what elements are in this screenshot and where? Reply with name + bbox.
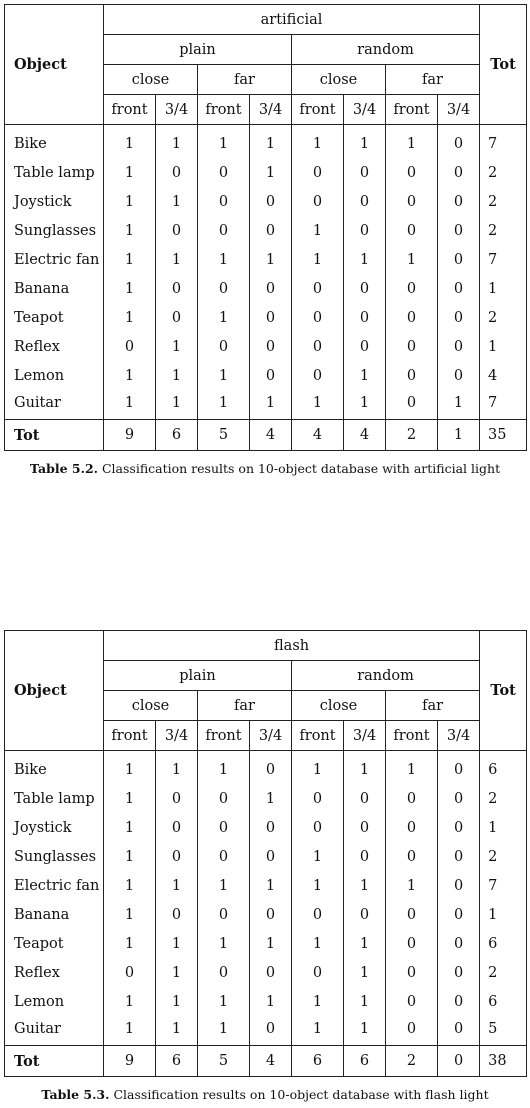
distance-header: close: [104, 65, 198, 95]
result-cell: 0: [386, 987, 438, 1016]
result-cell: 0: [104, 958, 156, 987]
result-cell: 0: [438, 784, 480, 813]
result-cell: 1: [250, 871, 292, 900]
result-cell: 0: [438, 245, 480, 274]
object-column-header: Object: [5, 5, 104, 125]
object-name: Sunglasses: [5, 842, 104, 871]
result-cell: 0: [250, 303, 292, 332]
result-cell: 1: [156, 125, 198, 159]
table-row: [5, 274, 527, 303]
result-cell: 1: [104, 274, 156, 303]
result-cell: 1: [156, 187, 198, 216]
result-cell: 0: [438, 332, 480, 361]
result-cell: 0: [156, 900, 198, 929]
distance-header: far: [198, 691, 292, 721]
result-cell: 0: [292, 958, 344, 987]
result-cell: 0: [198, 332, 250, 361]
table-row: [5, 303, 527, 332]
result-cell: 0: [386, 390, 438, 420]
table-row: [5, 216, 527, 245]
results-table: [4, 4, 527, 451]
table-row: [5, 751, 527, 785]
distance-header: far: [386, 65, 480, 95]
view-header: 3/4: [156, 95, 198, 125]
result-cell: 0: [344, 216, 386, 245]
table-row: [5, 813, 527, 842]
view-header: 3/4: [156, 721, 198, 751]
result-cell: 0: [292, 158, 344, 187]
result-cell: 1: [104, 929, 156, 958]
result-cell: 0: [344, 187, 386, 216]
result-cell: 0: [386, 361, 438, 390]
result-cell: 0: [438, 187, 480, 216]
result-cell: 0: [250, 216, 292, 245]
result-cell: 0: [386, 1016, 438, 1046]
result-cell: 0: [344, 158, 386, 187]
result-cell: 0: [438, 751, 480, 785]
result-cell: 1: [344, 1016, 386, 1046]
column-total: 6: [156, 1046, 198, 1077]
row-total: 1: [480, 274, 527, 303]
result-cell: 0: [250, 274, 292, 303]
result-cell: 1: [104, 187, 156, 216]
row-total: 2: [480, 158, 527, 187]
row-total: 2: [480, 784, 527, 813]
lighting-header: flash: [104, 631, 480, 661]
result-cell: 1: [250, 125, 292, 159]
table-row: [5, 158, 527, 187]
result-cell: 0: [156, 158, 198, 187]
result-cell: 0: [386, 958, 438, 987]
column-total: 4: [250, 420, 292, 451]
result-cell: 0: [344, 900, 386, 929]
result-cell: 0: [198, 900, 250, 929]
distance-header: far: [198, 65, 292, 95]
table-row: [5, 958, 527, 987]
result-cell: 0: [344, 813, 386, 842]
result-cell: 1: [250, 929, 292, 958]
table-body: [5, 125, 527, 420]
result-cell: 1: [250, 784, 292, 813]
background-header: plain: [104, 661, 292, 691]
result-cell: 0: [386, 842, 438, 871]
result-cell: 1: [104, 158, 156, 187]
table-5-3-container: [4, 630, 526, 1077]
result-cell: 0: [386, 187, 438, 216]
column-total: 6: [344, 1046, 386, 1077]
table-row: [5, 871, 527, 900]
result-cell: 0: [156, 274, 198, 303]
view-header: front: [198, 95, 250, 125]
result-cell: 0: [156, 216, 198, 245]
result-cell: 0: [386, 303, 438, 332]
result-cell: 1: [156, 361, 198, 390]
result-cell: 0: [386, 216, 438, 245]
total-row-label: Tot: [5, 1046, 104, 1077]
result-cell: 1: [292, 929, 344, 958]
result-cell: 1: [198, 125, 250, 159]
result-cell: 1: [104, 245, 156, 274]
result-cell: 0: [438, 929, 480, 958]
result-cell: 0: [250, 751, 292, 785]
table-body: [5, 751, 527, 1046]
total-row: [5, 420, 527, 451]
view-header: front: [198, 721, 250, 751]
background-header: random: [292, 35, 480, 65]
result-cell: 0: [438, 958, 480, 987]
table-footer: [5, 420, 527, 451]
result-cell: 0: [438, 987, 480, 1016]
result-cell: 1: [198, 390, 250, 420]
result-cell: 1: [104, 900, 156, 929]
result-cell: 1: [250, 158, 292, 187]
column-total: 4: [250, 1046, 292, 1077]
result-cell: 1: [156, 390, 198, 420]
result-cell: 1: [198, 361, 250, 390]
result-cell: 0: [198, 784, 250, 813]
result-cell: 1: [292, 871, 344, 900]
result-cell: 1: [104, 361, 156, 390]
object-name: Guitar: [5, 1016, 104, 1046]
row-total: 6: [480, 929, 527, 958]
result-cell: 1: [250, 390, 292, 420]
result-cell: 0: [198, 274, 250, 303]
result-cell: 1: [344, 125, 386, 159]
object-name: Bike: [5, 751, 104, 785]
total-row: [5, 1046, 527, 1077]
table-row: [5, 987, 527, 1016]
table-5-2-caption: [0, 461, 530, 477]
result-cell: 0: [438, 900, 480, 929]
table-row: [5, 390, 527, 420]
view-header: front: [292, 95, 344, 125]
result-cell: 1: [156, 958, 198, 987]
object-name: Banana: [5, 274, 104, 303]
object-column-header: Object: [5, 631, 104, 751]
row-total: 7: [480, 125, 527, 159]
row-total: 7: [480, 871, 527, 900]
result-cell: 1: [104, 1016, 156, 1046]
result-cell: 1: [156, 245, 198, 274]
result-cell: 1: [292, 245, 344, 274]
result-cell: 0: [250, 187, 292, 216]
result-cell: 0: [438, 361, 480, 390]
result-cell: 0: [386, 813, 438, 842]
object-name: Bike: [5, 125, 104, 159]
row-total: 6: [480, 987, 527, 1016]
table-5-2-container: [4, 4, 526, 451]
result-cell: 0: [292, 332, 344, 361]
result-cell: 0: [438, 813, 480, 842]
result-cell: 0: [438, 125, 480, 159]
result-cell: 1: [156, 1016, 198, 1046]
total-column-header: Tot: [480, 631, 527, 751]
row-total: 4: [480, 361, 527, 390]
result-cell: 0: [156, 784, 198, 813]
caption-text: Classification results on 10-object database with artificial light: [101, 461, 501, 476]
result-cell: 0: [438, 842, 480, 871]
result-cell: 1: [292, 216, 344, 245]
view-header: 3/4: [344, 95, 386, 125]
table-header: [5, 5, 527, 125]
result-cell: 0: [292, 813, 344, 842]
result-cell: 1: [198, 987, 250, 1016]
table-row: [5, 900, 527, 929]
result-cell: 1: [104, 842, 156, 871]
result-cell: 1: [386, 871, 438, 900]
table-row: [5, 842, 527, 871]
row-total: 2: [480, 187, 527, 216]
result-cell: 1: [156, 871, 198, 900]
result-cell: 1: [104, 216, 156, 245]
result-cell: 1: [292, 390, 344, 420]
result-cell: 0: [198, 842, 250, 871]
row-total: 7: [480, 245, 527, 274]
object-name: Banana: [5, 900, 104, 929]
result-cell: 0: [386, 929, 438, 958]
result-cell: 0: [156, 842, 198, 871]
view-header: front: [104, 95, 156, 125]
result-cell: 0: [386, 332, 438, 361]
result-cell: 1: [156, 987, 198, 1016]
row-total: 2: [480, 842, 527, 871]
result-cell: 0: [438, 158, 480, 187]
column-total: 9: [104, 1046, 156, 1077]
result-cell: 1: [104, 303, 156, 332]
table-row: [5, 332, 527, 361]
background-header: random: [292, 661, 480, 691]
result-cell: 1: [292, 987, 344, 1016]
object-name: Joystick: [5, 813, 104, 842]
result-cell: 1: [250, 987, 292, 1016]
column-total: 2: [386, 1046, 438, 1077]
result-cell: 1: [438, 390, 480, 420]
view-header: 3/4: [250, 95, 292, 125]
row-total: 1: [480, 813, 527, 842]
result-cell: 1: [198, 303, 250, 332]
object-name: Electric fan: [5, 245, 104, 274]
result-cell: 0: [250, 900, 292, 929]
result-cell: 1: [292, 125, 344, 159]
table-row: [5, 929, 527, 958]
result-cell: 1: [344, 245, 386, 274]
row-total: 2: [480, 303, 527, 332]
view-header: front: [292, 721, 344, 751]
result-cell: 1: [386, 751, 438, 785]
grand-total: 35: [480, 420, 527, 451]
result-cell: 0: [198, 813, 250, 842]
result-cell: 1: [104, 125, 156, 159]
object-name: Teapot: [5, 929, 104, 958]
table-5-3-caption: [0, 1087, 530, 1103]
result-cell: 0: [292, 187, 344, 216]
view-header: 3/4: [438, 721, 480, 751]
result-cell: 1: [156, 929, 198, 958]
object-name: Electric fan: [5, 871, 104, 900]
result-cell: 1: [156, 751, 198, 785]
result-cell: 0: [104, 332, 156, 361]
result-cell: 0: [386, 900, 438, 929]
result-cell: 0: [344, 784, 386, 813]
row-total: 1: [480, 332, 527, 361]
view-header: front: [104, 721, 156, 751]
result-cell: 0: [198, 216, 250, 245]
column-total: 1: [438, 420, 480, 451]
distance-header: close: [292, 65, 386, 95]
column-total: 5: [198, 1046, 250, 1077]
row-total: 7: [480, 390, 527, 420]
results-table: [4, 630, 527, 1077]
result-cell: 1: [344, 871, 386, 900]
row-total: 5: [480, 1016, 527, 1046]
result-cell: 1: [104, 751, 156, 785]
result-cell: 0: [438, 274, 480, 303]
result-cell: 0: [198, 958, 250, 987]
column-total: 5: [198, 420, 250, 451]
result-cell: 1: [344, 751, 386, 785]
result-cell: 1: [344, 361, 386, 390]
object-name: Teapot: [5, 303, 104, 332]
result-cell: 0: [344, 303, 386, 332]
view-header: front: [386, 721, 438, 751]
result-cell: 1: [292, 1016, 344, 1046]
result-cell: 0: [438, 303, 480, 332]
object-name: Guitar: [5, 390, 104, 420]
result-cell: 0: [156, 303, 198, 332]
view-header: 3/4: [250, 721, 292, 751]
caption-label: Table 5.3.: [41, 1087, 110, 1102]
column-total: 2: [386, 420, 438, 451]
result-cell: 1: [156, 332, 198, 361]
object-name: Reflex: [5, 332, 104, 361]
object-name: Reflex: [5, 958, 104, 987]
result-cell: 0: [198, 187, 250, 216]
row-total: 1: [480, 900, 527, 929]
view-header: 3/4: [344, 721, 386, 751]
result-cell: 0: [250, 958, 292, 987]
table-row: [5, 187, 527, 216]
result-cell: 0: [292, 274, 344, 303]
result-cell: 1: [104, 871, 156, 900]
row-total: 2: [480, 216, 527, 245]
total-row-label: Tot: [5, 420, 104, 451]
result-cell: 1: [250, 245, 292, 274]
row-total: 6: [480, 751, 527, 785]
result-cell: 1: [344, 929, 386, 958]
result-cell: 0: [292, 361, 344, 390]
view-header: front: [386, 95, 438, 125]
distance-header: close: [104, 691, 198, 721]
result-cell: 1: [198, 871, 250, 900]
result-cell: 1: [198, 929, 250, 958]
result-cell: 0: [438, 871, 480, 900]
distance-header: far: [386, 691, 480, 721]
result-cell: 0: [250, 361, 292, 390]
result-cell: 0: [386, 274, 438, 303]
caption-text: Classification results on 10-object database with flash light: [113, 1087, 489, 1102]
object-name: Lemon: [5, 987, 104, 1016]
result-cell: 1: [104, 784, 156, 813]
result-cell: 1: [344, 390, 386, 420]
result-cell: 0: [344, 842, 386, 871]
result-cell: 0: [250, 842, 292, 871]
row-total: 2: [480, 958, 527, 987]
table-footer: [5, 1046, 527, 1077]
result-cell: 1: [292, 751, 344, 785]
result-cell: 0: [250, 332, 292, 361]
background-header: plain: [104, 35, 292, 65]
table-row: [5, 1016, 527, 1046]
column-total: 6: [292, 1046, 344, 1077]
object-name: Sunglasses: [5, 216, 104, 245]
object-name: Lemon: [5, 361, 104, 390]
lighting-header: artificial: [104, 5, 480, 35]
result-cell: 1: [344, 987, 386, 1016]
result-cell: 1: [198, 1016, 250, 1046]
result-cell: 1: [104, 987, 156, 1016]
object-name: Table lamp: [5, 158, 104, 187]
result-cell: 0: [438, 1016, 480, 1046]
grand-total: 38: [480, 1046, 527, 1077]
result-cell: 0: [386, 784, 438, 813]
result-cell: 0: [292, 900, 344, 929]
column-total: 4: [292, 420, 344, 451]
result-cell: 0: [386, 158, 438, 187]
table-row: [5, 125, 527, 159]
result-cell: 0: [198, 158, 250, 187]
total-column-header: Tot: [480, 5, 527, 125]
object-name: Joystick: [5, 187, 104, 216]
table-row: [5, 361, 527, 390]
result-cell: 0: [344, 274, 386, 303]
result-cell: 1: [386, 245, 438, 274]
result-cell: 0: [438, 216, 480, 245]
table-row: [5, 245, 527, 274]
result-cell: 0: [156, 813, 198, 842]
distance-header: close: [292, 691, 386, 721]
result-cell: 0: [250, 1016, 292, 1046]
result-cell: 1: [104, 390, 156, 420]
column-total: 9: [104, 420, 156, 451]
result-cell: 1: [104, 813, 156, 842]
caption-label: Table 5.2.: [29, 461, 98, 476]
column-total: 0: [438, 1046, 480, 1077]
result-cell: 0: [292, 784, 344, 813]
result-cell: 0: [250, 813, 292, 842]
result-cell: 1: [344, 958, 386, 987]
table-row: [5, 784, 527, 813]
result-cell: 1: [292, 842, 344, 871]
result-cell: 0: [344, 332, 386, 361]
view-header: 3/4: [438, 95, 480, 125]
result-cell: 1: [386, 125, 438, 159]
table-header: [5, 631, 527, 751]
column-total: 4: [344, 420, 386, 451]
result-cell: 1: [198, 751, 250, 785]
column-total: 6: [156, 420, 198, 451]
result-cell: 0: [292, 303, 344, 332]
result-cell: 1: [198, 245, 250, 274]
object-name: Table lamp: [5, 784, 104, 813]
